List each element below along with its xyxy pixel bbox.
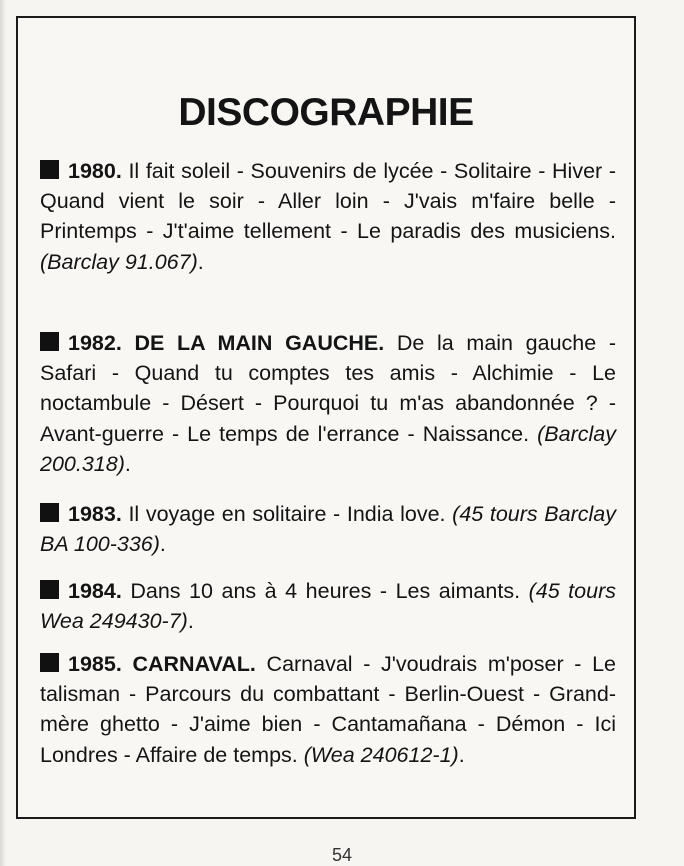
track-list: Dans 10 ans à 4 heures - Les aimants. — [121, 579, 529, 603]
entry-end: . — [197, 249, 204, 274]
entry-year: 1982. — [68, 331, 122, 355]
square-bullet-icon — [40, 653, 59, 672]
discography-entry — [40, 499, 616, 559]
page-title: DISCOGRAPHIE — [178, 91, 474, 134]
track-list: Carnaval - J'voudrais m'poser - Le talisman - Parcours du combattant - Berlin-Ouest - Grand-mère ghetto - J'aime bien - Cantamañana - Démon - Ici Londres - Affaire de temps. — [40, 652, 616, 767]
discography-entry — [40, 328, 616, 479]
catalog-reference: (45 tours Barclay BA 100-336) — [40, 502, 617, 557]
square-bullet-icon — [40, 580, 59, 599]
catalog-reference: (Wea 240612-1) — [303, 742, 459, 767]
square-bullet-icon — [40, 503, 59, 522]
track-list: Il voyage en solitaire - India love. — [121, 502, 453, 526]
album-title: CARNAVAL. — [121, 652, 256, 676]
track-list: Il fait soleil - Souvenirs de lycée - Solitaire - Hiver - Quand vient le soir - Aller loin - J'vais m'faire belle - Printemps - J't'aime tellement - Le paradis des musiciens. — [40, 159, 616, 244]
discography-entry — [40, 649, 616, 770]
album-title: DE LA MAIN GAUCHE. — [121, 331, 385, 355]
entry-end: . — [458, 742, 465, 767]
discography-entry — [40, 156, 616, 277]
page-number: 54 — [331, 845, 353, 865]
entry-year: 1985. — [68, 652, 122, 676]
square-bullet-icon — [40, 332, 59, 351]
track-list: De la main gauche - Safari - Quand tu comptes tes amis - Alchimie - Le noctambule - Désert - Pourquoi tu m'as abandonnée ? - Avant-guerre - Le temps de l'errance - Naissance. — [40, 331, 617, 446]
entry-end: . — [124, 451, 131, 476]
discography-box — [16, 16, 636, 819]
entry-year: 1983. — [68, 502, 122, 526]
entry-end: . — [159, 532, 166, 557]
catalog-reference: (45 tours Wea 249430-7) — [40, 579, 616, 634]
entry-year: 1984. — [68, 579, 122, 603]
entry-year: 1980. — [68, 159, 122, 183]
page-edge-shadow — [0, 0, 6, 866]
entry-end: . — [187, 609, 194, 634]
catalog-reference: (Barclay 91.067) — [40, 249, 198, 274]
catalog-reference: (Barclay 200.318) — [40, 421, 616, 476]
discography-entry — [40, 576, 616, 636]
square-bullet-icon — [40, 160, 59, 179]
